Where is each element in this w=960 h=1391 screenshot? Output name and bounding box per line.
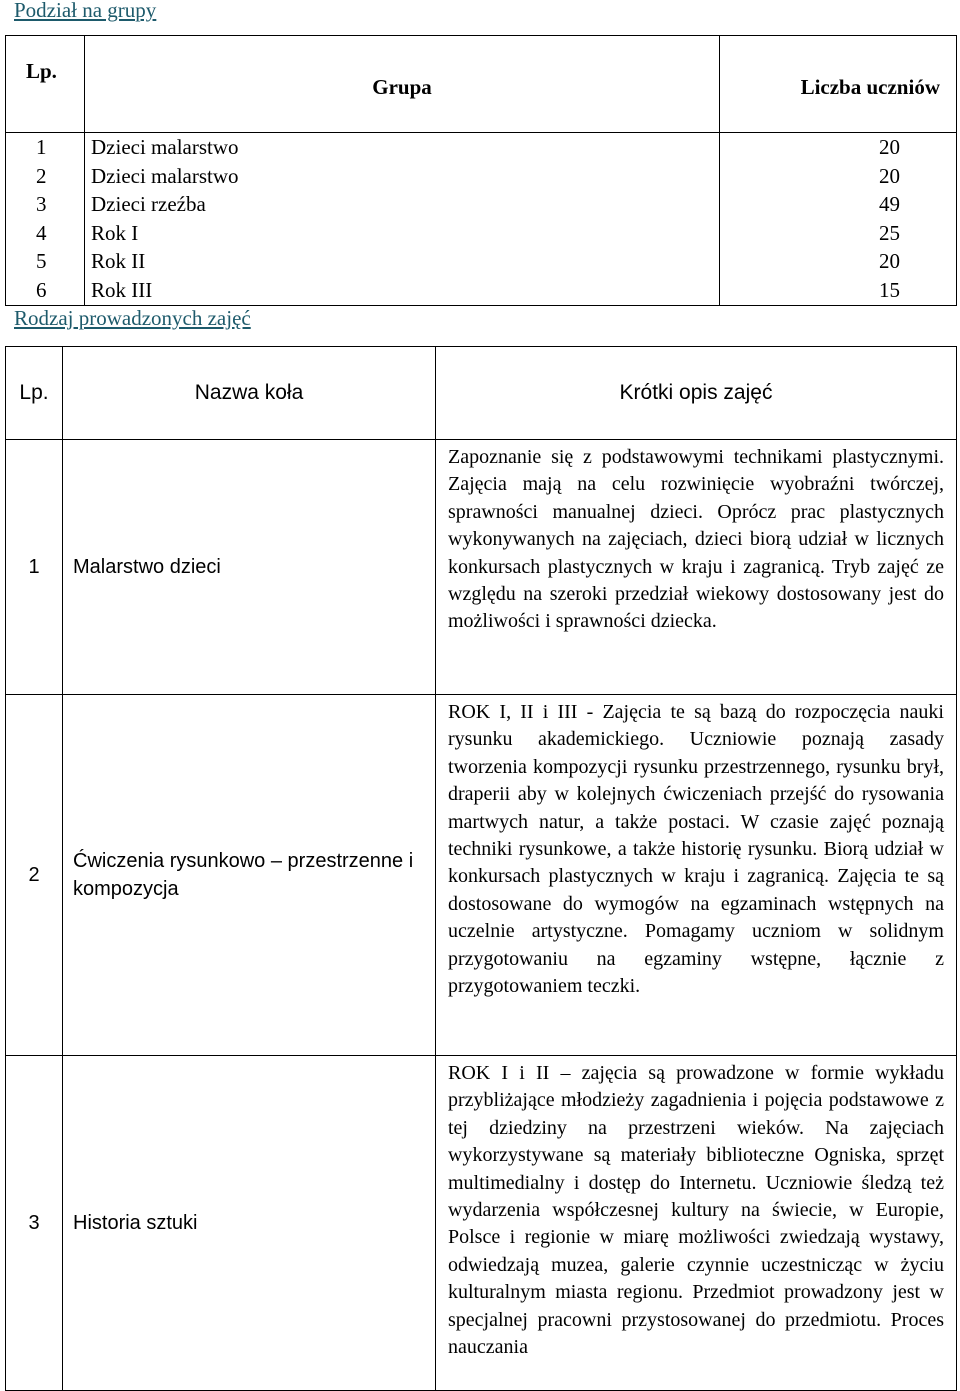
activity-name: Historia sztuki [63,1056,436,1391]
activity-description: ROK I, II i III - Zajęcia te są bazą do rozpoczęcia nauki rysunku akademickiego. Uczniowie poznają zasady tworzenia kompozycji rysunku przestrzennego, rysunku brył, draperii aby w kolejnych ćwiczeniach przejść do rysowania martwych natur, a także postaci. W czasie zajęć poznają techniki rysunkowe, a także historię rysunku. Biorą udział w konkursach plastycznych w kraju i zagranicą. Zajęcia te są dostosowane do wymogów na egzaminach wstępnych na uczelnie artystyczne. Pomagamy uczniom w solidnym przygotowaniu na egzaminy wstępne, łącznie z przygotowaniem teczki. [436,695,957,1056]
group-lp: 5 [6,247,85,276]
group-count: 49 [720,190,957,219]
groups-header-grupa: Grupa [85,36,720,133]
activities-table [5,346,957,1391]
table-row [6,1056,957,1391]
table-row [6,247,957,276]
activity-description: ROK I i II – zajęcia są prowadzone w formie wykładu przybliżające młodzieży zagadnienia i pojęcia podstawowe z tej dziedziny na przestrzeni wieków. Na zajęciach wykorzystywane są materiały biblioteczne Ogniska, sprzęt multimedialny i dostęp do Internetu. Uczniowie śledzą też wydarzenia współczesnej kultury na świecie, w Europie, Polsce i regionie w miarę możliwości zwiedzają wystawy, odwiedzają muzea, galerie czynnie uczestnicząc w życiu kulturalnym miasta regionu. Przedmiot prowadzony jest w specjalnej pracowni przystosowanej do przedmiotu. Proces nauczania [436,1056,957,1391]
group-name: Dzieci rzeźba [85,190,720,219]
group-lp: 3 [6,190,85,219]
group-lp: 2 [6,162,85,191]
group-count: 20 [720,247,957,276]
group-name: Dzieci malarstwo [85,133,720,162]
group-count: 15 [720,276,957,305]
activity-name: Ćwiczenia rysunkowo – przestrzenne i kompozycja [63,695,436,1056]
groups-header-liczba: Liczba uczniów [720,36,957,133]
groups-heading: Podział na grupy [14,0,157,22]
groups-header-row [6,36,957,133]
table-row [6,162,957,191]
activity-lp: 2 [6,695,63,1056]
activities-heading: Rodzaj prowadzonych zajęć [14,306,251,330]
table-row [6,133,957,162]
group-name: Dzieci malarstwo [85,162,720,191]
activities-header-lp: Lp. [6,347,63,440]
activity-name: Malarstwo dzieci [63,440,436,695]
group-name: Rok III [85,276,720,305]
table-row [6,440,957,695]
table-row [6,695,957,1056]
group-lp: 6 [6,276,85,305]
table-row [6,190,957,219]
table-row [6,276,957,305]
activity-description: Zapoznanie się z podstawowymi technikami plastycznymi. Zajęcia mają na celu rozwinięcie wyobraźni twórczej, sprawności manualnej dzieci. Oprócz prac plastycznych wykonywanych na zajęciach, dzieci biorą udział w licznych konkursach plastycznych w kraju i zagranicą. Tryb zajęć ze względu na szeroki przedział wiekowy dostosowany jest do możliwości i sprawności dziecka. [436,440,957,695]
group-count: 20 [720,133,957,162]
groups-header-lp: Lp. [6,36,85,133]
group-count: 25 [720,219,957,248]
group-name: Rok II [85,247,720,276]
activity-lp: 1 [6,440,63,695]
group-lp: 1 [6,133,85,162]
activity-lp: 3 [6,1056,63,1391]
group-count: 20 [720,162,957,191]
groups-table [5,35,957,306]
activities-header-opis: Krótki opis zajęć [436,347,957,440]
activities-header-nazwa: Nazwa koła [63,347,436,440]
activities-header-row [6,347,957,440]
group-name: Rok I [85,219,720,248]
group-lp: 4 [6,219,85,248]
table-row [6,219,957,248]
